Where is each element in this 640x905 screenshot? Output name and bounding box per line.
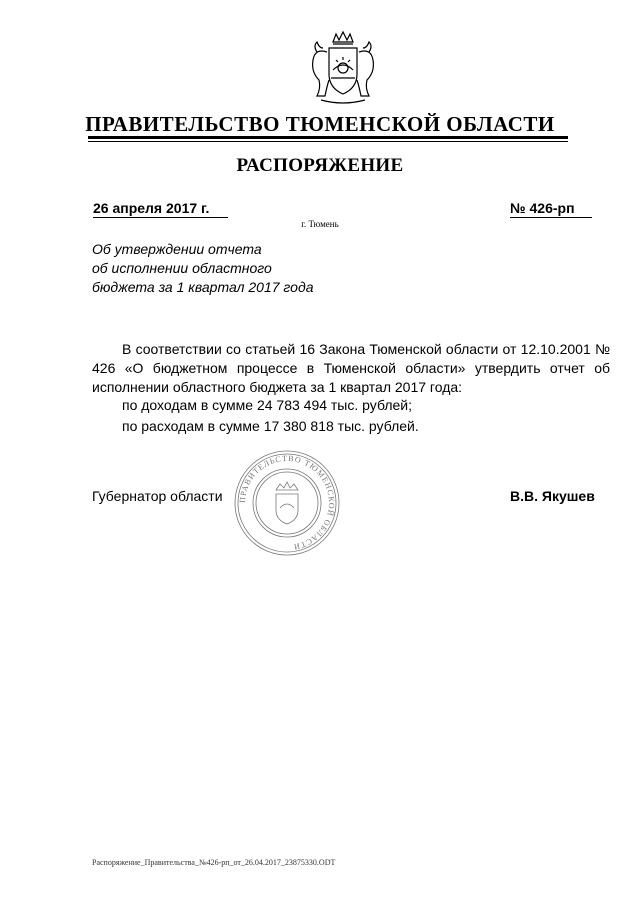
- document-type: РАСПОРЯЖЕНИЕ: [236, 155, 404, 176]
- income-line: по доходам в сумме 24 783 494 тыс. рублей;: [122, 397, 412, 413]
- coat-of-arms-icon: [303, 30, 383, 110]
- signatory-position: Губернатор области: [92, 488, 223, 504]
- document-subject: [92, 240, 352, 297]
- document-date: 26 апреля 2017 г.: [93, 200, 228, 218]
- expense-line: по расходам в сумме 17 380 818 тыс. рублей.: [122, 418, 419, 434]
- header-rule-thick: [88, 136, 568, 139]
- subject-line: Об утверждении отчета: [92, 241, 262, 257]
- subject-line: бюджета за 1 квартал 2017 года: [92, 279, 314, 295]
- subject-line: об исполнении областного: [92, 260, 272, 276]
- signatory-name: В.В. Якушев: [510, 488, 595, 504]
- footer-filename: Распоряжение_Правительства_№426-рп_от_26.04.2017_23875330.ODT: [92, 858, 336, 867]
- body-paragraph: В соответствии со статьей 16 Закона Тюменской области от 12.10.2001 № 426 «О бюджетном процессе в Тюменской области» утвердить отчет об исполнении областного бюджета за 1 квартал 2017 года:: [92, 341, 610, 395]
- seal-text: ПРАВИТЕЛЬСТВО ТЮМЕНСКОЙ ОБЛАСТИ: [237, 453, 337, 552]
- header-rule-thin: [88, 141, 568, 142]
- official-stamp-icon: [232, 448, 342, 558]
- document-city: г. Тюмень: [301, 219, 339, 229]
- organization-title: ПРАВИТЕЛЬСТВО ТЮМЕНСКОЙ ОБЛАСТИ: [85, 112, 555, 136]
- document-number: № 426-рп: [510, 200, 592, 218]
